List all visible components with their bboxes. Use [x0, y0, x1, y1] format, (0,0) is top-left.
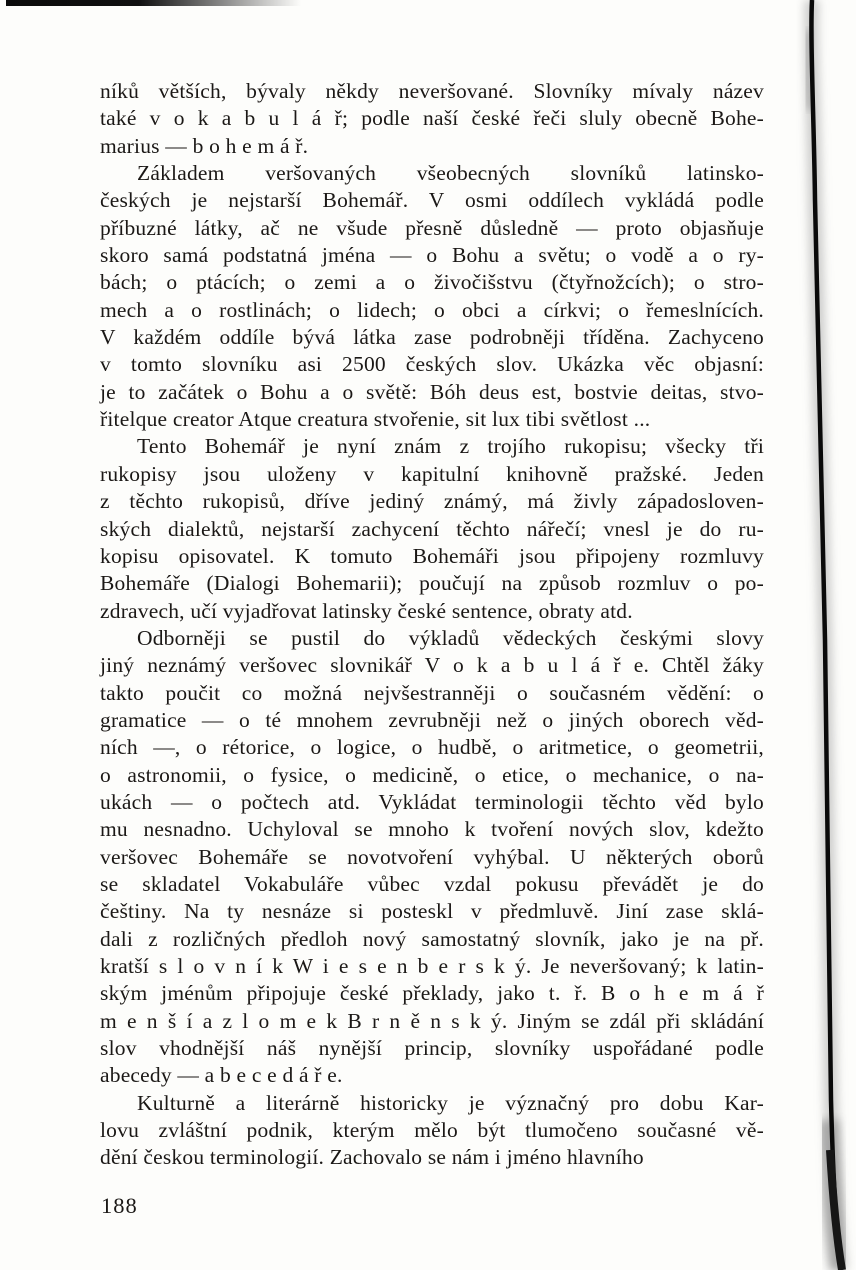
- text-line: Kulturně a literárně historicky je význačný pro dobu Kar-: [137, 1090, 764, 1115]
- text-line: níků větších, bývaly někdy neveršované. Slovníky mívaly název: [100, 79, 764, 103]
- text-line: ukách — o počtech atd. Vykládat terminologii těchto věd bylo: [100, 789, 764, 814]
- text-line: Tento Bohemář je nyní znám z trojího rukopisu; všecky tři: [137, 434, 764, 459]
- text-line: ských dialektů, nejstarší zachycení těchto nářečí; vnesl je do ru-: [100, 516, 764, 541]
- text-line: češtiny. Na ty nesnáze si posteskl v předmluvě. Jiní zase sklá-: [100, 899, 764, 924]
- paragraph: [100, 625, 764, 1090]
- text-line: gramatice — o té mnohem zevrubněji než o jiných oborech věd-: [100, 707, 764, 732]
- text-line: Základem veršovaných všeobecných slovníků latinsko-: [137, 161, 764, 186]
- text-line: příbuzné látky, ač ne všude přesně důsledně — proto objasňuje: [100, 215, 764, 240]
- text-line: kratší s l o v n í k W i e s e n b e r s k ý. Je neveršovaný; k latin-: [100, 954, 764, 978]
- text-line: jiný neznámý veršovec slovnikář V o k a b u l á ř e. Chtěl žáky: [100, 653, 764, 678]
- paragraph: [100, 1090, 764, 1172]
- text-line: V každém oddíle bývá látka zase podrobněji tříděna. Zachyceno: [100, 325, 764, 350]
- text-line: ským jménům připojuje české překlady, jako t. ř. B o h e m á ř: [100, 981, 764, 1006]
- text-line: rukopisy jsou uloženy v kapitulní knihovně pražské. Jeden: [100, 461, 764, 486]
- text-line: Bohemáře (Dialogi Bohemarii); poučují na způsob rozmluv o po-: [100, 571, 764, 596]
- text-line: marius — b o h e m á ř.: [100, 133, 309, 158]
- text-line: zdravech, učí vyjadřovat latinsky české sentence, obraty atd.: [100, 598, 633, 623]
- text-line: takto poučit co možná nejvšestranněji o současném vědění: o: [100, 680, 764, 705]
- text-line: abecedy — a b e c e d á ř e.: [100, 1063, 343, 1088]
- text-line: kopisu opisovatel. K tomuto Bohemáři jsou připojeny rozmluvy: [100, 543, 764, 568]
- text-line: také v o k a b u l á ř; podle naší české řeči sluly obecně Bohe-: [100, 106, 764, 131]
- text-line: je to začátek o Bohu a o světě: Bóh deus est, bostvie deitas, stvo-: [100, 379, 764, 404]
- text-line: skoro samá podstatná jména — o Bohu a světu; o vodě a o ry-: [100, 243, 764, 268]
- text-line: českých je nejstarší Bohemář. V osmi oddílech vykládá podle: [100, 188, 764, 213]
- text-line: veršovec Bohemáře se novotvoření vyhýbal. U některých oborů: [100, 844, 764, 869]
- text-line: slov vhodnější náš nynější princip, slovníky uspořádané podle: [100, 1036, 764, 1061]
- text-line: z těchto rukopisů, dříve jediný známý, má živly západosloven-: [100, 489, 764, 514]
- text-line: mech a o rostlinách; o lidech; o obci a církvi; o řemeslnících.: [100, 297, 764, 322]
- scan-artifact-top-edge: [6, 0, 301, 6]
- text-line: v tomto slovníku asi 2500 českých slov. Ukázka věc objasní:: [100, 352, 764, 377]
- text-line: Odborněji se pustil do výkladů vědeckých českými slovy: [137, 625, 764, 650]
- text-block: [100, 78, 764, 1172]
- text-line: bách; o ptácích; o zemi a o živočišstvu (čtyřnožcích); o stro-: [100, 270, 764, 295]
- text-line: lovu zvláštní podnik, kterým mělo být tlumočeno současné vě-: [100, 1118, 764, 1143]
- text-line: o astronomii, o fysice, o medicině, o etice, o mechanice, o na-: [100, 762, 764, 787]
- text-line: dění českou terminologií. Zachovalo se nám i jméno hlavního: [100, 1145, 644, 1170]
- text-line: mu nesnadno. Uchyloval se mnoho k tvoření nových slov, kdežto: [100, 817, 764, 842]
- text-line: se skladatel Vokabuláře vůbec vzdal pokusu převádět je do: [100, 871, 764, 896]
- paragraph: [100, 433, 764, 624]
- text-line: m e n š í a z l o m e k B r n ě n s k ý. Jiným se zdál při skládání: [100, 1008, 764, 1033]
- paragraph: [100, 78, 764, 160]
- text-line: ních —, o rétorice, o logice, o hudbě, o aritmetice, o geometrii,: [100, 735, 764, 760]
- paragraph: [100, 160, 764, 433]
- text-line: dali z rozličných předloh nový samostatný slovník, jako je na př.: [100, 926, 764, 951]
- page-number: 188: [101, 1193, 138, 1218]
- text-line: řitelque creator Atque creatura stvořenie, sit lux tibi světlost ...: [100, 407, 651, 432]
